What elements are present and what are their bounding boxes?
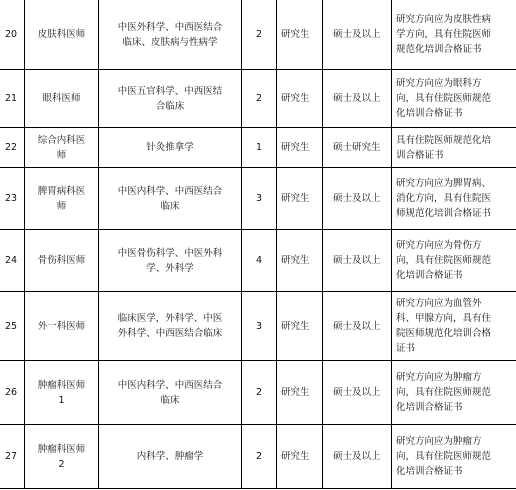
position-name: 眼科医师: [42, 93, 81, 104]
table-row: [0, 361, 516, 425]
degree-requirement-cell: [323, 168, 392, 230]
major-requirement: 中医五官科学、中西医结 合临床: [117, 85, 223, 112]
table-row: [0, 425, 516, 489]
major-requirement-cell: [99, 128, 242, 168]
education-requirement-cell: [277, 425, 323, 489]
row-number-cell: [0, 70, 25, 128]
hiring-count: 4: [255, 255, 263, 266]
education-requirement-cell: [277, 361, 323, 425]
major-requirement-cell: [99, 425, 242, 489]
position-name-cell: [25, 230, 99, 292]
major-requirement: 中医内科学、中西医结合 临床: [117, 185, 223, 212]
education-requirement-cell: [277, 292, 323, 361]
major-requirement-cell: [99, 0, 242, 70]
position-name: 骨伤科医师: [37, 255, 86, 266]
major-requirement-cell: [99, 70, 242, 128]
row-number: 21: [5, 93, 18, 104]
degree-requirement-cell: [323, 292, 392, 361]
degree-requirement-cell: [323, 361, 392, 425]
row-number: 20: [5, 29, 18, 40]
other-requirements-cell: [392, 70, 516, 128]
hiring-count-cell: [242, 168, 277, 230]
position-name-cell: [25, 425, 99, 489]
major-requirement: 内科学、肿瘤学: [136, 451, 204, 462]
hiring-count: 3: [255, 320, 263, 332]
row-number-cell: [0, 361, 25, 425]
other-requirements: 研究方向应为脾胃病、 消化方向，具有住院医 师规范化培训合格证书: [396, 178, 492, 219]
major-requirement-cell: [99, 230, 242, 292]
education-requirement: 研究生: [281, 451, 310, 462]
degree-requirement-cell: [323, 0, 392, 70]
position-name-cell: [25, 168, 99, 230]
hiring-count-cell: [242, 128, 277, 168]
degree-requirement: 硕士及以上: [333, 29, 381, 40]
hiring-count: 2: [255, 451, 263, 462]
degree-requirement: 硕士及以上: [333, 255, 381, 266]
row-number-cell: [0, 128, 25, 168]
major-requirement: 临床医学，外科学、中医 外科学、中西医结合临床: [117, 313, 223, 339]
hiring-count: 2: [255, 29, 263, 40]
degree-requirement-cell: [323, 128, 392, 168]
row-number: 23: [5, 193, 18, 204]
other-requirements: 研究方向应为眼科方 向，具有住院医师规范 化培训合格证书: [396, 78, 492, 119]
major-requirement: 中医骨伤科学、中医外科 学、外科学: [117, 247, 223, 274]
row-number-cell: [0, 230, 25, 292]
education-requirement-cell: [277, 0, 323, 70]
row-number: 22: [5, 142, 18, 153]
position-name-cell: [25, 292, 99, 361]
hiring-count-cell: [242, 292, 277, 361]
position-name: 皮肤科医师: [37, 29, 86, 40]
major-requirement: 中医外科学、中西医结合 临床、皮肤病与性病学: [117, 21, 223, 48]
row-number: 25: [5, 320, 18, 332]
major-requirement: 针灸推拿学: [146, 142, 194, 153]
table-row: [0, 128, 516, 168]
hiring-count-cell: [242, 230, 277, 292]
row-number: 27: [5, 451, 18, 462]
table-row: [0, 0, 516, 70]
position-name-cell: [25, 361, 99, 425]
major-requirement-cell: [99, 292, 242, 361]
row-number: 24: [5, 255, 18, 266]
position-name: 脾胃病科医 师: [37, 185, 86, 212]
hiring-count-cell: [242, 0, 277, 70]
other-requirements-cell: [392, 230, 516, 292]
position-name-cell: [25, 128, 99, 168]
hiring-count-cell: [242, 425, 277, 489]
hiring-count: 2: [255, 93, 263, 104]
degree-requirement: 硕士及以上: [333, 387, 381, 398]
education-requirement-cell: [277, 128, 323, 168]
education-requirement: 研究生: [281, 255, 310, 266]
row-number-cell: [0, 168, 25, 230]
degree-requirement: 硕士及以上: [333, 451, 381, 462]
hiring-count: 3: [255, 193, 263, 204]
education-requirement-cell: [277, 70, 323, 128]
table-row: [0, 292, 516, 361]
degree-requirement-cell: [323, 425, 392, 489]
other-requirements: 具有住院医师规范化培 训合格证书: [396, 134, 492, 161]
other-requirements-cell: [392, 0, 516, 70]
education-requirement: 研究生: [281, 29, 310, 40]
table-row: [0, 168, 516, 230]
other-requirements-cell: [392, 425, 516, 489]
position-name-cell: [25, 0, 99, 70]
major-requirement-cell: [99, 168, 242, 230]
row-number-cell: [0, 292, 25, 361]
other-requirements: 研究方向应为皮肤性病 学方向，具有住院医师 规范化培训合格证书: [396, 14, 492, 55]
education-requirement-cell: [277, 168, 323, 230]
education-requirement: 研究生: [281, 387, 310, 398]
degree-requirement: 硕士及以上: [333, 193, 381, 204]
education-requirement: 研究生: [281, 320, 310, 332]
row-number-cell: [0, 0, 25, 70]
other-requirements-cell: [392, 361, 516, 425]
hiring-count: 1: [255, 142, 263, 153]
other-requirements-cell: [392, 292, 516, 361]
degree-requirement: 硕士研究生: [333, 142, 381, 153]
education-requirement-cell: [277, 230, 323, 292]
degree-requirement-cell: [323, 230, 392, 292]
education-requirement: 研究生: [281, 142, 310, 153]
other-requirements: 研究方向应为血管外 科、甲腺方向，具有住 院医师规范化培训合格 证书: [396, 298, 492, 354]
degree-requirement: 硕士及以上: [333, 320, 381, 332]
position-name: 肿瘤科医师 1: [37, 379, 86, 406]
other-requirements-cell: [392, 168, 516, 230]
table-row: [0, 230, 516, 292]
other-requirements: 研究方向应为肿瘤方 向，具有住院医师规范 化培训合格证书: [396, 436, 492, 477]
row-number: 26: [5, 387, 18, 398]
other-requirements: 研究方向应为骨伤方 向，具有住院医师规范 化培训合格证书: [396, 240, 492, 281]
table-row: [0, 70, 516, 128]
hiring-count: 2: [255, 387, 263, 398]
position-name: 肿瘤科医师 2: [37, 443, 86, 470]
major-requirement-cell: [99, 361, 242, 425]
position-name: 综合内科医 师: [37, 134, 86, 161]
degree-requirement-cell: [323, 70, 392, 128]
row-number-cell: [0, 425, 25, 489]
hiring-count-cell: [242, 70, 277, 128]
hiring-count-cell: [242, 361, 277, 425]
degree-requirement: 硕士及以上: [333, 93, 381, 104]
other-requirements: 研究方向应为肿瘤方 向，具有住院医师规范 化培训合格证书: [396, 372, 492, 413]
major-requirement: 中医内科学、中西医结合 临床: [117, 379, 223, 406]
position-name: 外一科医师: [37, 320, 86, 332]
education-requirement: 研究生: [281, 193, 310, 204]
other-requirements-cell: [392, 128, 516, 168]
education-requirement: 研究生: [281, 93, 310, 104]
position-name-cell: [25, 70, 99, 128]
